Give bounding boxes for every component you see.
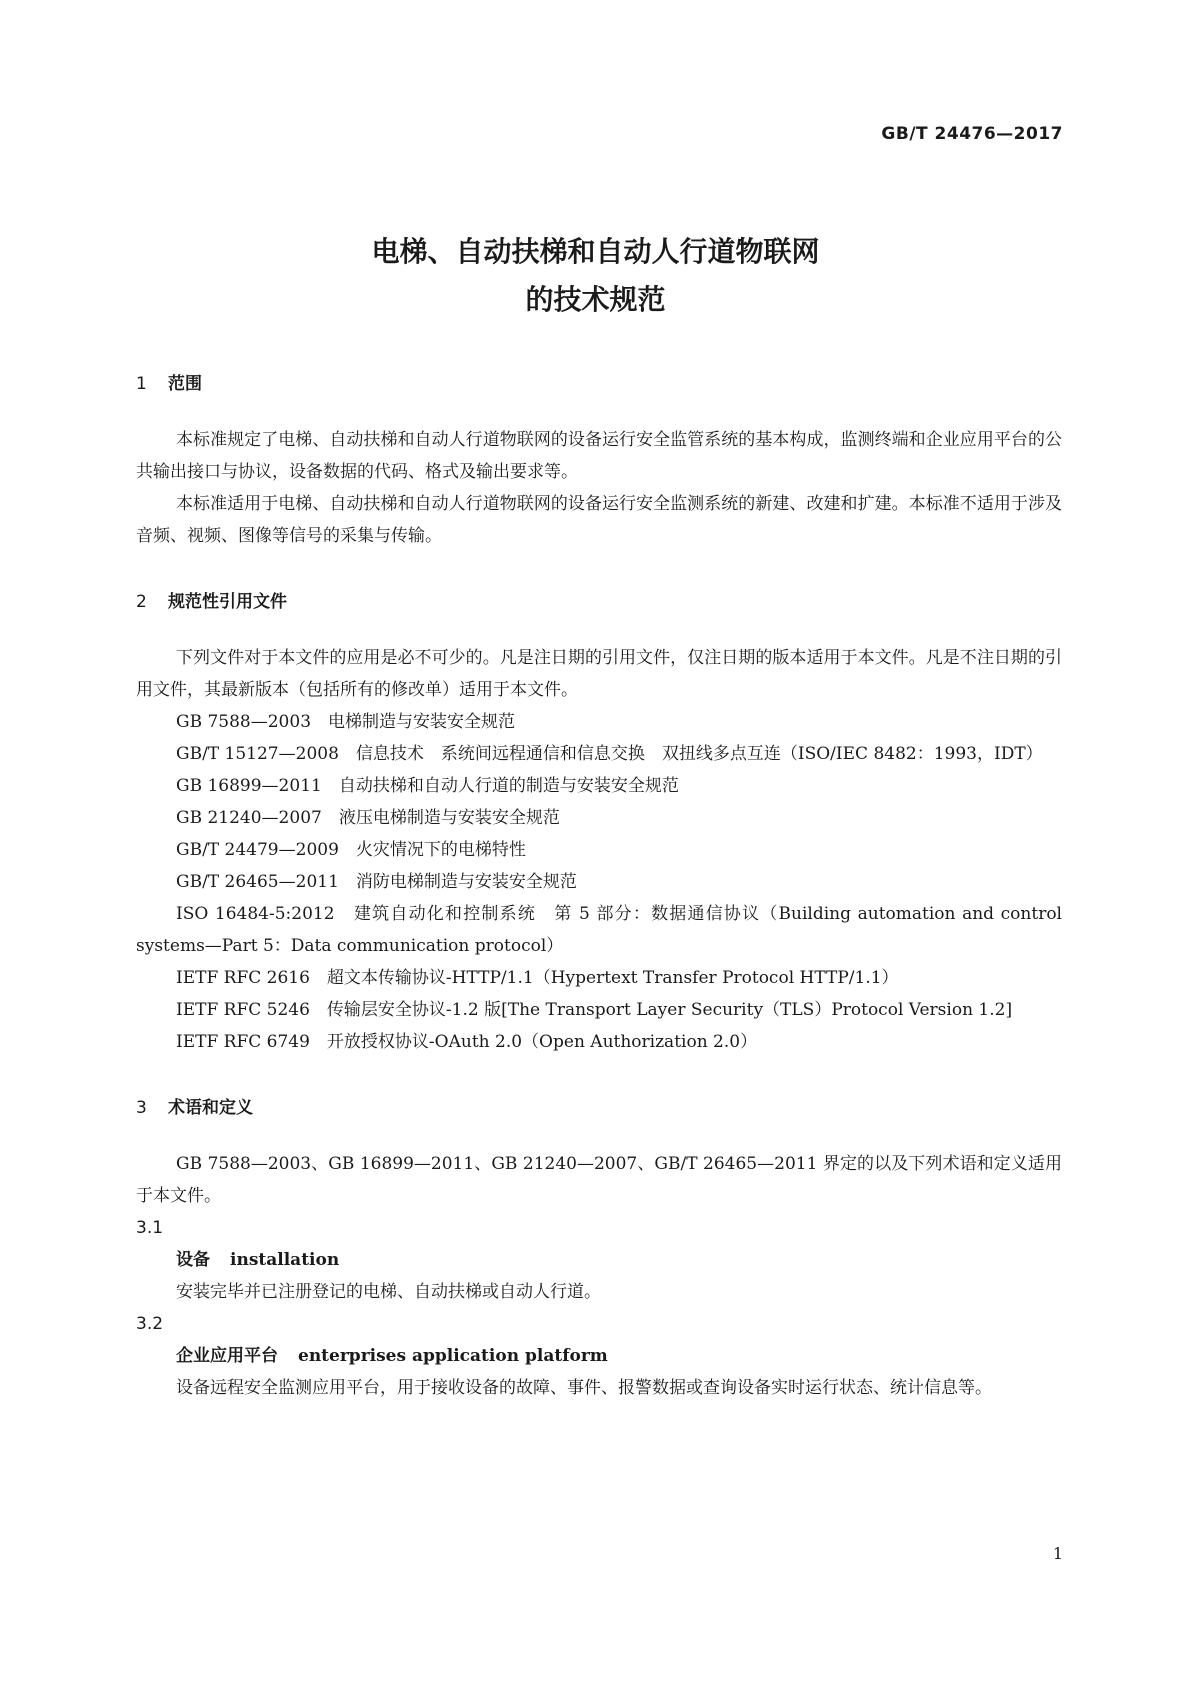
section-number: 3	[136, 1098, 147, 1118]
term-en: enterprises application platform	[298, 1346, 608, 1366]
term-zh: 设备	[176, 1250, 210, 1270]
section-heading-normative-references	[136, 586, 1062, 618]
term-title	[136, 1244, 1062, 1276]
term-title	[136, 1340, 1062, 1372]
reference-item: ISO 16484-5:2012 建筑自动化和控制系统 第 5 部分：数据通信协议（Building automation and control systems—Part 5：Data communication protocol）	[136, 904, 1062, 956]
reference-item: GB 21240—2007 液压电梯制造与安装安全规范	[176, 808, 560, 828]
section-title: 范围	[168, 374, 202, 394]
reference-item: GB/T 15127—2008 信息技术 系统间远程通信和信息交换 双扭线多点互连（ISO/IEC 8482：1993，IDT）	[176, 744, 1043, 764]
term-definition: 设备远程安全监测应用平台，用于接收设备的故障、事件、报警数据或查询设备实时运行状态、统计信息等。	[176, 1378, 992, 1398]
reference-item: IETF RFC 6749 开放授权协议-OAuth 2.0（Open Authorization 2.0）	[176, 1032, 758, 1052]
paragraph: 本标准规定了电梯、自动扶梯和自动人行道物联网的设备运行安全监管系统的基本构成，监测终端和企业应用平台的公共输出接口与协议，设备数据的代码、格式及输出要求等。	[136, 430, 1062, 482]
section-number: 2	[136, 592, 147, 612]
term-definition: 安装完毕并已注册登记的电梯、自动扶梯或自动人行道。	[176, 1282, 601, 1302]
title-line-2: 的技术规范	[525, 283, 666, 316]
paragraph: 下列文件对于本文件的应用是必不可少的。凡是注日期的引用文件，仅注日期的版本适用于本文件。凡是不注日期的引用文件，其最新版本（包括所有的修改单）适用于本文件。	[136, 648, 1062, 700]
reference-item: GB/T 26465—2011 消防电梯制造与安装安全规范	[176, 872, 577, 892]
document-title	[0, 228, 1191, 324]
term-number: 3.1	[136, 1218, 164, 1238]
term-zh: 企业应用平台	[176, 1346, 278, 1366]
standard-code: GB/T 24476—2017	[881, 124, 1063, 144]
paragraph: 本标准适用于电梯、自动扶梯和自动人行道物联网的设备运行安全监测系统的新建、改建和扩建。本标准不适用于涉及音频、视频、图像等信号的采集与传输。	[136, 494, 1062, 546]
document-body	[136, 368, 1062, 1404]
reference-item: GB/T 24479—2009 火灾情况下的电梯特性	[176, 840, 526, 860]
page-number: 1	[1052, 1544, 1063, 1563]
reference-item: GB 7588—2003 电梯制造与安装安全规范	[176, 712, 516, 732]
reference-item: GB 16899—2011 自动扶梯和自动人行道的制造与安装安全规范	[176, 776, 679, 796]
paragraph: GB 7588—2003、GB 16899—2011、GB 21240—2007、GB/T 26465—2011 界定的以及下列术语和定义适用于本文件。	[136, 1154, 1062, 1206]
section-heading-terms-definitions	[136, 1092, 1062, 1124]
section-title: 规范性引用文件	[168, 592, 287, 612]
section-number: 1	[136, 374, 147, 394]
title-line-1: 电梯、自动扶梯和自动人行道物联网	[371, 235, 820, 268]
section-heading-scope	[136, 368, 1062, 400]
section-title: 术语和定义	[168, 1098, 253, 1118]
term-en: installation	[230, 1250, 340, 1270]
reference-item: IETF RFC 5246 传输层安全协议-1.2 版[The Transport Layer Security（TLS）Protocol Version 1.2]	[176, 1000, 1013, 1020]
reference-item: IETF RFC 2616 超文本传输协议-HTTP/1.1（Hypertext Transfer Protocol HTTP/1.1）	[176, 968, 899, 988]
term-number: 3.2	[136, 1314, 164, 1334]
